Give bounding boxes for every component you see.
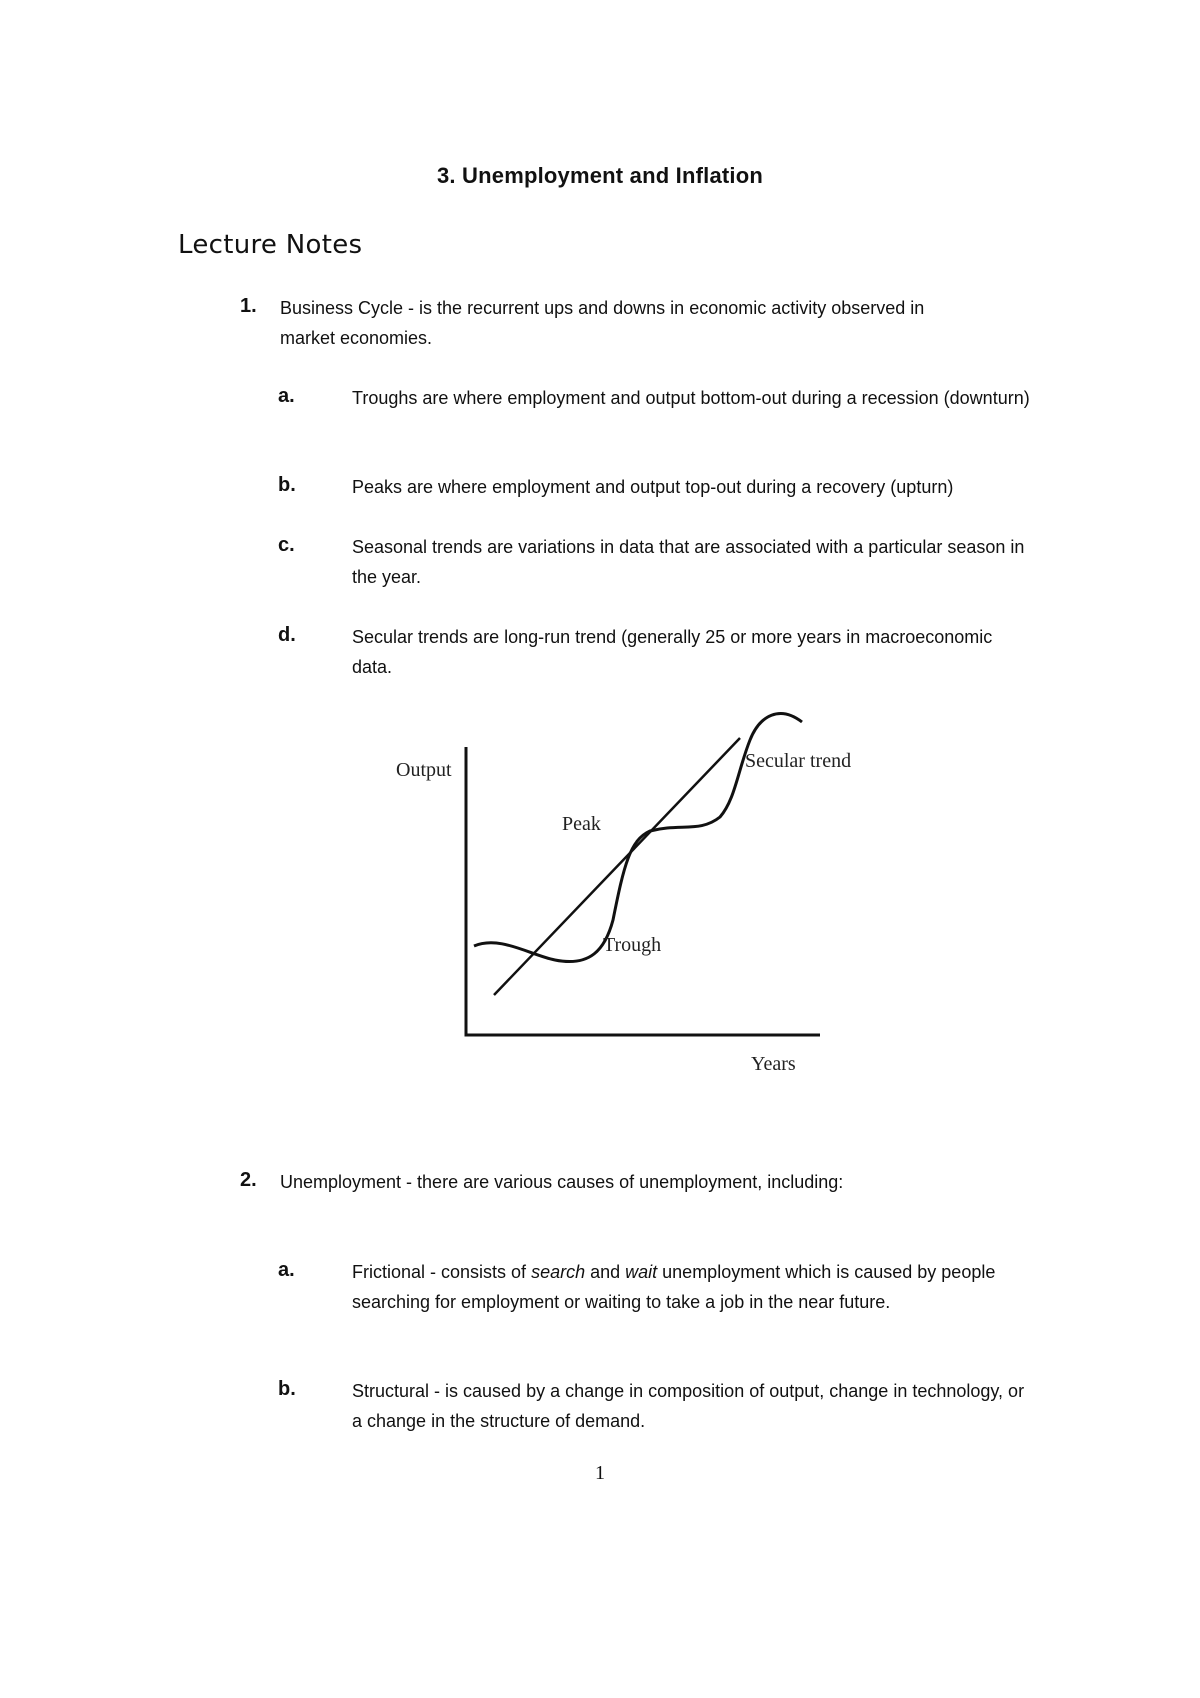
secular-trend-line [494, 738, 740, 995]
subitem-letter-2b: b. [278, 1378, 296, 1400]
subitem-text-1c: Seasonal trends are variations in data that are associated with a particular season in the year. [352, 537, 1025, 587]
subitem-letter-2a: a. [278, 1259, 295, 1281]
subitem-text-1d: Secular trends are long-run trend (generally 25 or more years in macroeconomic data. [352, 627, 993, 677]
business-cycle-figure [380, 695, 900, 1075]
section-heading: Lecture Notes [178, 230, 363, 260]
item-number-1: 1. [240, 295, 257, 317]
subitem-text-2a [352, 1257, 1052, 1317]
figure-axes [466, 747, 820, 1035]
document-title: 3. Unemployment and Inflation [436, 163, 764, 188]
x-axis-label: Years [751, 1053, 796, 1075]
subitem-text-2a-part1: Frictional - consists of [352, 1262, 532, 1282]
y-axis-label: Output [396, 759, 452, 781]
subitem-text-2a-search: search [531, 1262, 586, 1282]
item-text-2: Unemployment - there are various causes of unemployment, including: [280, 1172, 844, 1192]
subitem-text-1b: Peaks are where employment and output top-out during a recovery (upturn) [352, 477, 954, 497]
subitem-text-2a-wait: wait [625, 1262, 658, 1282]
subitem-text-1a: Troughs are where employment and output bottom-out during a recession (downturn) [352, 388, 1030, 408]
subitem-text-2b: Structural - is caused by a change in composition of output, change in technology, or a change in the structure of demand. [352, 1381, 1025, 1431]
item-text-1: Business Cycle - is the recurrent ups and downs in economic activity observed in market economies. [280, 298, 925, 348]
page-number: 1 [595, 1462, 605, 1484]
item-number-2: 2. [240, 1169, 257, 1191]
subitem-letter-1d: d. [278, 624, 296, 646]
subitem-letter-1c: c. [278, 534, 295, 556]
trough-label: Trough [603, 934, 662, 956]
secular-trend-label: Secular trend [745, 750, 852, 772]
subitem-text-2a-part3: unemployment which is caused by people searching for employment or waiting to take a job in the near future. [352, 1262, 996, 1312]
subitem-text-2a-part2: and [585, 1262, 626, 1282]
subitem-letter-1a: a. [278, 385, 295, 407]
peak-label: Peak [562, 813, 601, 835]
subitem-letter-1b: b. [278, 474, 296, 496]
